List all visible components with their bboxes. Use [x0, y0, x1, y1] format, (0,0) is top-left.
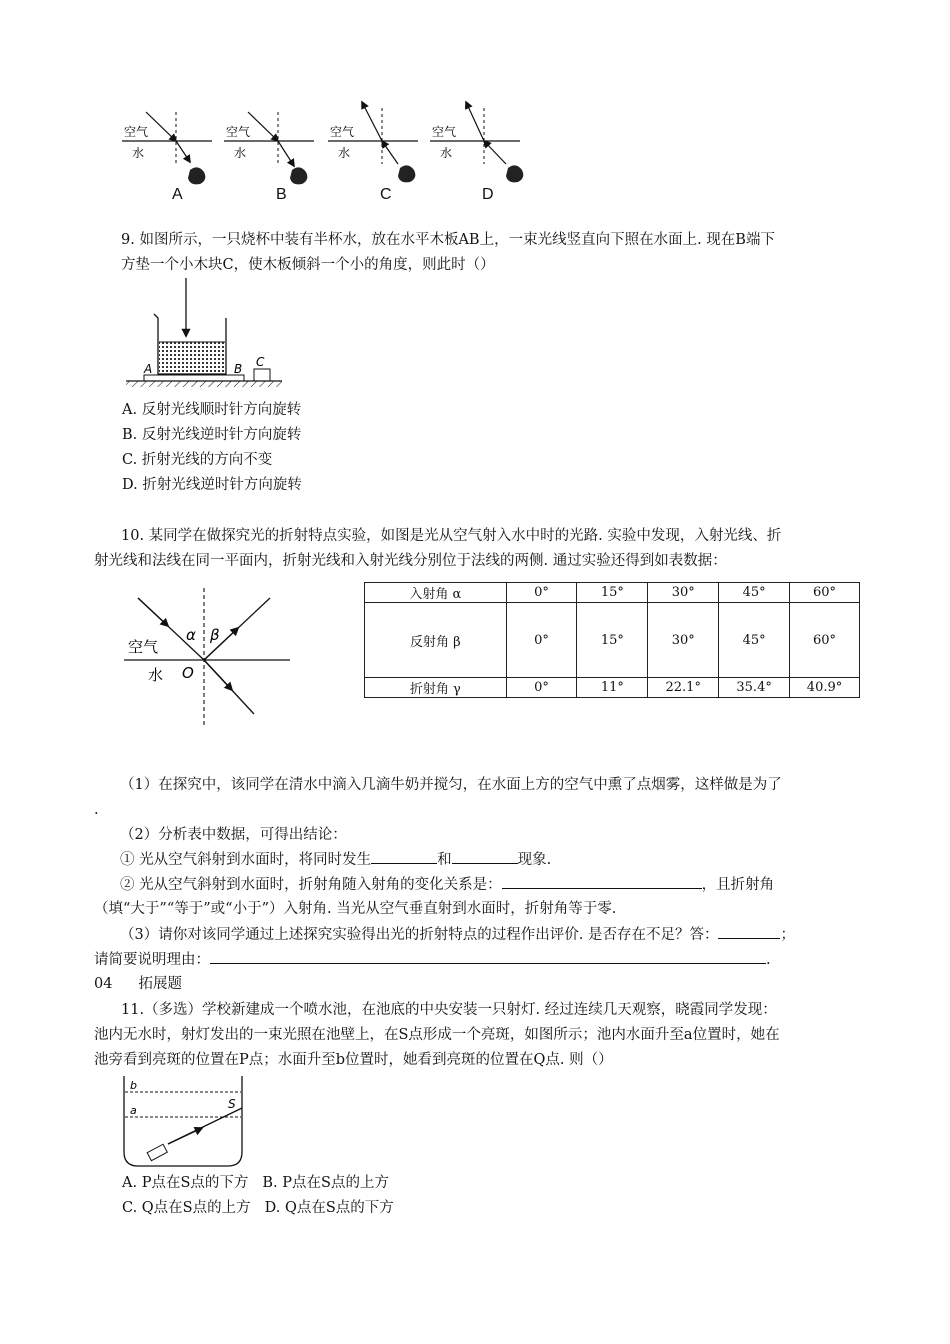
- row-label: 折射角 γ: [365, 678, 507, 698]
- q10-figure: [124, 588, 294, 730]
- q10-alpha-label: α: [186, 626, 196, 644]
- q9-figure: [122, 278, 286, 390]
- row-label: 反射角 β: [365, 603, 507, 678]
- section-number: 04: [94, 976, 113, 992]
- water-label-c: 水: [338, 146, 351, 160]
- q10-p3-line2-a: 请简要说明理由：: [94, 952, 210, 968]
- q10-part1-line2: .: [94, 802, 99, 818]
- table-cell: 45°: [719, 583, 790, 603]
- q11-options-row1: [122, 1173, 389, 1193]
- air-label-a: 空气: [124, 125, 149, 139]
- table-cell: 35.4°: [719, 678, 790, 698]
- section-title: 拓展题: [138, 976, 182, 992]
- q8-diagram-a: [122, 112, 212, 184]
- q11-text-line2: 池内无水时，射灯发出的一束光照在池壁上，在S点形成一个亮斑，如图所示；池内水面升至a位置时，她在: [94, 1027, 780, 1043]
- q9-text-line1: 9. 如图所示，一只烧杯中装有半杯水，放在水平木板AB上，一束光线竖直向下照在水面上. 现在B端下: [121, 232, 775, 248]
- answer-blank-2[interactable]: [452, 849, 518, 864]
- table-cell: 15°: [577, 583, 648, 603]
- table-row: [365, 583, 860, 603]
- q9-option-a: A. 反射光线顺时针方向旋转: [122, 402, 302, 418]
- air-label-c: 空气: [330, 125, 355, 139]
- q10-data-table: [364, 582, 860, 698]
- q10-water-label: 水: [148, 666, 164, 684]
- q9-label-c: C: [256, 355, 265, 369]
- q11-label-b: b: [130, 1079, 137, 1092]
- q10-part2-intro: （2）分析表中数据，可得出结论：: [120, 827, 347, 843]
- q11-figure: [120, 1076, 250, 1170]
- q8-diagram-b: [224, 112, 314, 184]
- q11-label-a: a: [130, 1104, 137, 1117]
- q9-label-a: A: [144, 362, 153, 376]
- q10-o-label: O: [182, 664, 194, 682]
- q11-option-c: C. Q点在S点的上方: [122, 1200, 251, 1216]
- q10-c2-text-b: ，且折射角: [701, 877, 775, 893]
- q9-option-c: C. 折射光线的方向不变: [122, 452, 273, 468]
- table-cell: 15°: [577, 603, 648, 678]
- q11-label-s: S: [228, 1097, 236, 1111]
- table-cell: 0°: [506, 583, 577, 603]
- q10-beta-label: β: [210, 626, 220, 644]
- q10-p3-text-b: ；: [780, 927, 795, 943]
- q10-part1-line1: （1）在探究中，该同学在清水中滴入几滴牛奶并搅匀，在水面上方的空气中熏了点烟雾，这样做是为了: [120, 777, 782, 793]
- q11-options-row2: [122, 1198, 394, 1218]
- q10-c1-text-b: 和: [437, 852, 452, 868]
- q10-p3-text-a: （3）请你对该同学通过上述探究实验得出光的折射特点的过程作出评价. 是否存在不足？答：: [120, 927, 719, 943]
- answer-blank-3[interactable]: [502, 874, 702, 889]
- table-cell: 11°: [577, 678, 648, 698]
- answer-blank-5[interactable]: [210, 949, 766, 964]
- q10-text-line1: 10. 某同学在做探究光的折射特点实验，如图是光从空气射入水中时的光路. 实验中发现，入射光线、折: [121, 528, 782, 544]
- q11-text-line1: 11.（多选）学校新建成一个喷水池，在池底的中央安装一只射灯. 经过连续几天观察，晓霞同学发现：: [121, 1002, 777, 1018]
- water-label-d: 水: [440, 146, 453, 160]
- table-cell: 0°: [506, 603, 577, 678]
- q11-option-b: B. P点在S点的上方: [262, 1175, 389, 1191]
- table-cell: 0°: [506, 678, 577, 698]
- row-label: 入射角 α: [365, 583, 507, 603]
- q10-part3-line1: [120, 924, 795, 945]
- q10-part2-conclusion2: [120, 874, 774, 895]
- q9-option-b: B. 反射光线逆时针方向旋转: [122, 427, 302, 443]
- q8-option-c: C: [380, 186, 392, 203]
- air-label-d: 空气: [432, 125, 457, 139]
- q10-part3-line2: [94, 949, 771, 970]
- q8-option-a: A: [172, 186, 183, 203]
- q8-diagram-c: [328, 102, 418, 182]
- air-label-b: 空气: [226, 125, 251, 139]
- q10-air-label: 空气: [128, 638, 159, 656]
- section-heading: [94, 974, 182, 994]
- q11-text-line3: 池旁看到亮斑的位置在P点；水面升至b位置时，她看到亮斑的位置在Q点. 则（）: [94, 1052, 613, 1068]
- table-cell: 40.9°: [790, 678, 860, 698]
- q10-c1-text-a: ① 光从空气斜射到水面时，将同时发生: [120, 852, 372, 868]
- answer-blank-1[interactable]: [371, 849, 437, 864]
- q9-text-line2: 方垫一个小木块C，使木板倾斜一个小的角度，则此时（）: [121, 257, 495, 273]
- water-label-a: 水: [132, 146, 145, 160]
- answer-blank-4[interactable]: [718, 924, 780, 939]
- table-cell: 60°: [790, 583, 860, 603]
- table-row: [365, 603, 860, 678]
- table-cell: 45°: [719, 603, 790, 678]
- q9-option-d: D. 折射光线逆时针方向旋转: [122, 477, 302, 493]
- q10-c2-text-a: ② 光从空气斜射到水面时，折射角随入射角的变化关系是：: [120, 877, 502, 893]
- q10-text-line2: 射光线和法线在同一平面内，折射光线和入射光线分别位于法线的两侧. 通过实验还得到如表数据：: [94, 553, 727, 569]
- q10-part2-conclusion1: [120, 849, 551, 870]
- table-cell: 22.1°: [648, 678, 719, 698]
- q10-c1-text-c: 现象.: [517, 852, 552, 868]
- table-cell: 30°: [648, 603, 719, 678]
- q10-p3-line2-b: .: [766, 952, 771, 968]
- water-label-b: 水: [234, 146, 247, 160]
- table-cell: 60°: [790, 603, 860, 678]
- q11-option-a: A. P点在S点的下方: [122, 1175, 249, 1191]
- q8-option-d: D: [482, 186, 494, 203]
- q8-diagram-d: [430, 102, 523, 182]
- table-cell: 30°: [648, 583, 719, 603]
- q8-option-b: B: [276, 186, 287, 203]
- q9-label-b: B: [234, 362, 243, 376]
- q10-part2-conclusion2-line2: （填“大于”“等于”或“小于”）入射角. 当光从空气垂直射到水面时，折射角等于零.: [94, 901, 617, 917]
- table-row: [365, 678, 860, 698]
- q11-option-d: D. Q点在S点的下方: [264, 1200, 394, 1216]
